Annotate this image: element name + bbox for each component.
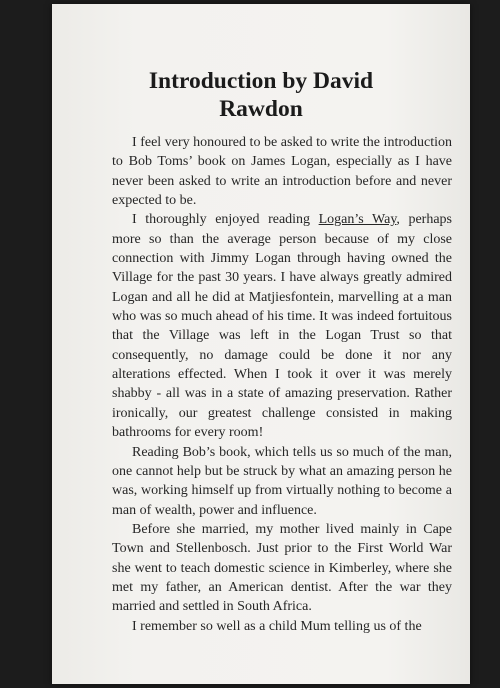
paragraph-2 [112,210,452,442]
chapter-title [52,67,470,123]
paragraph-1: I feel very honoured to be asked to write the introduction to Bob Toms’ book on James Logan, especially as I have never been asked to write an introduction before and never expected to be. [112,135,452,209]
chapter-title-line-2: Rawdon [219,96,303,122]
chapter-title-line-1: Introduction by David [148,68,374,94]
paragraph-3: Reading Bob’s book, which tells us so much of the man, one cannot help but be struck by what an amazing person he was, working himself up from virtually nothing to become a man of wealth, power and influence. [112,444,452,518]
paragraph-4: Before she married, my mother lived mainly in Cape Town and Stellenbosch. Just prior to the First World War she went to teach domestic science in Kimberley, where she met my father, an American dentist. After the war they married and settled in South Africa. [112,521,452,615]
body-text [112,133,452,636]
book-title-underlined: Logan’s Way [318,212,397,228]
paragraph-2-lead: I thoroughly enjoyed reading [132,212,319,228]
paragraph-5: I remember so well as a child Mum telling us of the [132,618,422,634]
paragraph-2-rest: , perhaps more so than the average person because of my close connection with Jimmy Logan through having owned the Village for the past 30 years. I have always greatly admired Logan and all he did at Matjiesfontein, marvelling at a man who was so much ahead of his time. It was indeed fortuitous that the Village was left in the Logan Trust so that consequently, no damage could be done it nor any alterations effected. When I took it over it was merely shabby - all was in a state of amazing preservation. Rather ironically, our greatest challenge consisted in making bathrooms for every room! [112,212,453,441]
